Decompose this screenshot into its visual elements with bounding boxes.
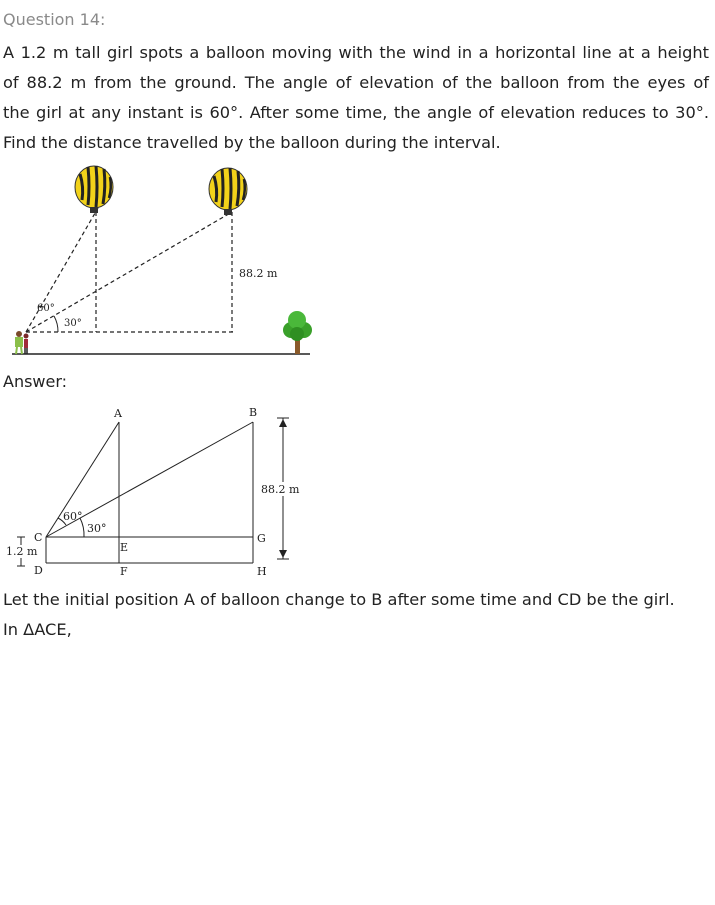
- solution-diagram: [0, 400, 330, 582]
- label-G: G: [257, 532, 266, 545]
- label-A: A: [114, 407, 122, 420]
- height-label: 88.2 m: [239, 267, 278, 280]
- girl-figure-icon: [15, 331, 29, 354]
- question-title: Question 14:: [3, 10, 106, 29]
- solution-line: Let the initial position A of balloon change to B after some time and CD be the girl.: [3, 590, 675, 609]
- balloon-icon: [75, 166, 113, 213]
- tree-icon: [283, 311, 312, 354]
- angle-label-60: 60°: [37, 303, 55, 314]
- question-line: Find the distance travelled by the balloon during the interval.: [3, 133, 501, 152]
- solution-line: In ΔACE,: [3, 620, 72, 639]
- label-H: H: [257, 565, 267, 578]
- question-line: of 88.2 m from the ground. The angle of elevation of the balloon from the eyes of: [3, 73, 709, 92]
- angle-arc-30: [54, 316, 58, 332]
- girl-height-label: 1.2 m: [6, 545, 38, 558]
- label-F: F: [120, 565, 128, 578]
- question-line: the girl at any instant is 60°. After some time, the angle of elevation reduces to 30°.: [3, 103, 709, 122]
- question-line: A 1.2 m tall girl spots a balloon moving with the wind in a horizontal line at a height: [3, 43, 709, 62]
- angle-label-30: 30°: [87, 522, 107, 535]
- balloon-icon: [209, 168, 247, 215]
- angle-label-30: 30°: [64, 318, 82, 329]
- arrow-down-icon: [279, 550, 287, 558]
- label-D: D: [34, 564, 43, 577]
- angle-label-60: 60°: [63, 510, 83, 523]
- label-C: C: [34, 531, 43, 544]
- label-E: E: [120, 541, 129, 554]
- question-text: [3, 38, 709, 158]
- answer-label: Answer:: [3, 372, 68, 391]
- label-B: B: [249, 406, 258, 419]
- line-CA: [46, 422, 119, 537]
- height-label: 88.2 m: [261, 483, 300, 496]
- arrow-up-icon: [279, 419, 287, 427]
- balloon-illustration: [0, 160, 330, 365]
- sight-line-30: [26, 212, 232, 332]
